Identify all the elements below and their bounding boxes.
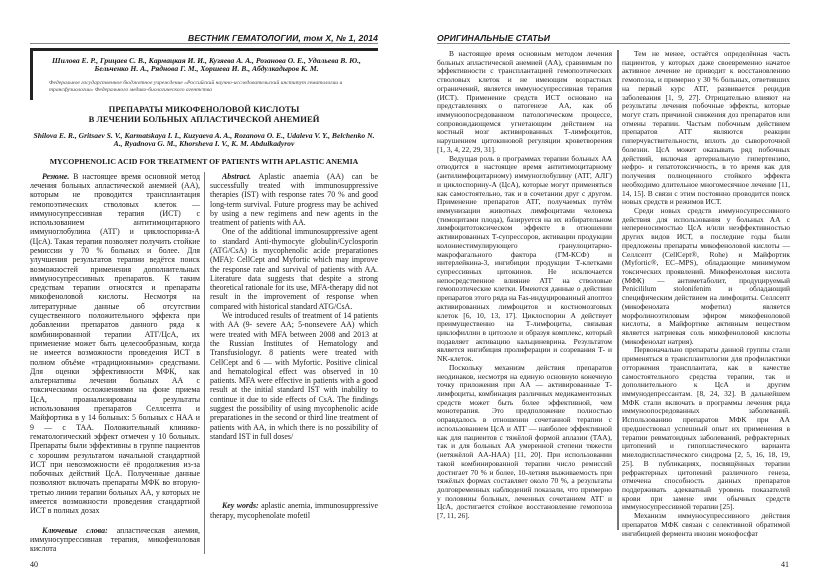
affiliation: Федеральное государственное бюджетное учреждение «Российский научно-исследовательский институт гематологии и трансфузиологии» Федерального медико-биологического агентства bbox=[49, 79, 343, 93]
keywords-ru: апластическая анемия, иммуносупрессивная терапия, микофеноловая кислота bbox=[30, 525, 200, 554]
abstract-ru-text: В настоящее время основной метод лечения больных апластической анемией (АА), которым не проводится трансплантация гемопоэтических стволовых клеток — иммуносупрессивная терапия (ИСТ) с использованием антитимоцитарного иммуноглобулина (АТГ) и циклоспорина-А (ЦсА). Такая терапия позволяет получить стойкие ремиссии у 70 % больных и более. Для улучшения результатов терапии ведётся поиск возможностей применения дополнительных иммуносупрессивных препаратов. К таким средствам терапии относятся и препараты микофеноловой кислоты. Несмотря на литературные данные об отсутствии существенного положительного эффекта при добавлении препаратов данного ряда к комбинированной терапии АТГ/ЦсА, их применение может быть целесообразным, когда не имеется возможности проведения ИСТ в полном объёме «традиционными» средствами. Для оценки эффективности МФК, как альтернативы лечении больных АА с токсическими осложнениями на фоне приема ЦсА, проанализированы результаты использования препаратов Селлсепта и Майфортика в у 14 больных: 5 больных с НАА и 9 — с ТАА. Положительный клинико-гематологический эффект отмечен у 10 больных. Препараты были эффективны в группе пациентов с хорошим результатом начальной стандартной ИСТ при невозможности её продолжения из-за побочных действий ЦсА. Полученные данные позволяют включать препараты МФК во вторую-третью линии терапии больных АА, у которых не имеется возможности проведения стандартной ИСТ в полных дозах bbox=[30, 171, 200, 516]
paragraph: Поскольку механизм действия препаратов неодинаков, несмотря на единую основную конечную точку приложения при АА — активированные Т-лимфоциты, комбинация различных медикаментозных средств может быть более эффективной, чем монотерапия. Это предположение полностью оправдалось в отношении сочетанной терапии с использованием ЦсА и АТГ — наиболее эффективной как для пациентов с тяжёлой формой аплазии (ТАА), так и для больных АА умеренной степени тяжести (нетяжёлой АА-НАА) [11, 20]. При использовании такой комбинированной терапии число ремиссий достигает 70 % и более, 10-летняя выживаемость при тяжёлых формах составляет около 70 %, а результаты долговременных наблюдений показали, что примерно у половины больных, леченных сочетанием АТГ и ЦсА, достигается стойкое восстановление гемопоэза [7, 11, 26]. bbox=[437, 362, 612, 521]
article-title-en: MYCOPHENOLIC ACID FOR TREATMENT OF PATIENTS WITH APLASTIC ANEMIA bbox=[49, 156, 359, 166]
column-divider-right bbox=[617, 50, 619, 530]
keywords-ru-label: Ключевые слова: bbox=[42, 525, 108, 535]
paragraph: Ведущая роль в программах терапии больных АА отводится в настоящее время антитимоцитарному (антилимфоцитарному) иммуноглобулину (АТГ, АЛГ) и циклоспорину-А (ЦсА), которые могут применяться как самостоятельно, так и в сочетании друг с другом. Применение препаратов АТГ, получаемых путём иммунизации животных лимфоцитами человека (тимоцитами плода), базируется на их избирательном лимфоцитотоксическом эффекте в отношении активированных Т-супрессоров, активации продукции колониестимулирующего гранулоцитарно-макрофагального фактора (ГМ-КСФ) и интерлейкина-3, ингибиции продукции Т-клетками супрессивных цитокинов. Не исключается непосредственное влияние АТГ на стволовые гемопоэтические клетки. Имеются данные о действии препаратов этого ряда на Fas-индуцированный апоптоз активированных лимфоцитов и костномозговых клеток [6, 10, 13, 17]. Циклоспорин А действует преимущественно на Т-лимфоциты, связывая циклофиллин в цитозоле и образуя комплекс, который подавляет активацию кальциневрина. Результатом является ингибиция пролиферации и созревания Т- и NK-клеток. bbox=[437, 153, 612, 364]
header-rule bbox=[30, 43, 378, 44]
authors-ru: Шилова Е. Р., Грицаев С. В., Кармацкая И. И., Кузяева А. А., Розанова О. Е., Удальева В. Ю., Бельченко Н. А., Ряднова Г. М., Хоршева И. В., Абдулкадыров К. М. bbox=[52, 56, 361, 74]
keywords-en: aplastic anemia, immunosuppressive therapy, mycophenolate mofetil bbox=[210, 501, 378, 520]
running-head-section: ОРИГИНАЛЬНЫЕ СТАТЬИ bbox=[437, 33, 551, 43]
page-number-left: 40 bbox=[30, 560, 38, 569]
page-number-right: 41 bbox=[781, 560, 789, 569]
keywords-en-label: Key words: bbox=[222, 501, 259, 511]
paragraph: Механизм иммуносупрессивного действия препаратов МФК связан с селективной обратимой ингибицией фермента инозин монофосфат bbox=[622, 511, 790, 538]
body-column-1 bbox=[437, 50, 612, 521]
article-title-ru bbox=[30, 104, 378, 124]
title-ru-line2: В ЛЕЧЕНИИ БОЛЬНЫХ АПЛАСТИЧЕСКОЙ АНЕМИЕЙ bbox=[88, 113, 320, 124]
paragraph: Среди новых средств иммуносупрессивного действия для использования у больных АА с непереносимостью ЦсА и/или неэффективностью других видов ИСТ, в последние годы были предложены препараты микофеноловой кислоты — Селлсепт (CellCept®, Rohe) и Майфортик (Myfortic®, EC–MPS), обладающие минимумом токсических проявлений. Микофеноловая кислота (МФК) — антиметаболит, продуцируемый Penicililum stolonifenim и обладающий специфическим действием на лимфоциты. Селлсепт (микофенолата мофетил) является морфолиноэтиловым эфиром микофеноловой кислоты, в Майфортике активным веществом является натриевая соль микофеноловой кислоты (микофенолат натрия). bbox=[622, 205, 790, 346]
abstract-ru bbox=[30, 172, 205, 554]
abstract-en-p3: We introduced results of treatment of 14 patients with AA (9- severe AA; 5-nonsevere AA) which were treated with MFA between 2008 and 2013 at the Russian Institutes of Hematology and Transfusiologyr. 8 patients were treated with CellCept and 6 — with Myfortic. Positive clinical and hematological effect was observed in 10 patients. MFA were effective in patients with a good result at the initial standard IST with inability to continue it due to side effects of CsA. The findings suggest the possibility of using mycophenolic acide preparationes in the second or third line treatment of patients with AA, in which there is no possibility of standard IST in full doses/ bbox=[210, 311, 378, 441]
abstract-en-label: Abstract. bbox=[222, 171, 252, 181]
header-rule-right bbox=[437, 43, 790, 44]
left-page-content bbox=[30, 48, 378, 554]
abstract-ru-label: Резюме. bbox=[42, 171, 70, 181]
title-ru-line1: ПРЕПАРАТЫ МИКОФЕНОЛОВОЙ КИСЛОТЫ bbox=[108, 103, 300, 114]
paragraph: В настоящее время основным методом лечения больных апластической анемией (АА), сравнимым по эффективности с трансплантацией гемопоэтических стволовых клеток и не имеющим возрастных ограничений, является иммуносупрессивная терапия (ИСТ). Применение средств ИСТ основано на представлениях о патогенезе АА, как об иммуноопосредованном патологическом процессе, сопровождающемся угнетающим действием на костный мозг активированных Т-лимфоцитов, нарушением цитокиновой регуляции кроветворения [1, 3, 4, 22, 29, 31]. bbox=[437, 49, 612, 154]
authors-en: Shilova E. R., Gritsaev S. V., Karmatskaya I. I., Kuzyaeva A. A., Rozanova O. E., Udaleva V. Y., Belchenko N. A., Ryadnova G. M., Khorsheva I. V., K. M. Abdulkadyrov bbox=[33, 130, 375, 149]
abstracts bbox=[30, 172, 378, 554]
authors-box bbox=[30, 48, 378, 100]
paragraph: Первоначально препараты данной группы стали применяться в трансплантологии для профилактики отторжения трансплантата, как в качестве самостоятельного средства терапии, так и дополнительного к ЦсА и другим иммунодепрессантам. [8, 24, 32]. В дальнейшем МФК стали включать в программы лечения ряда иммуноопосредованных заболеваний. Использованию препаратов МФК при АА предшествовал успешный опыт их применения в терапии ревматоидных заболеваний, рефрактерных цитопений и гипопластического варианта миелодиспластического синдрома [2, 5, 16, 18, 19, 25]. В публикациях, посвящённых терапии рефрактерных цитопений различного генеза, отмечена способность данных препаратов поддерживать адекватный уровень показателей крови при замене ими обычных средств иммуносупрессивной терапии [25]. bbox=[622, 345, 790, 512]
body-column-2 bbox=[622, 50, 790, 538]
abstract-en-p2: One of the additional immunosuppressive agent to standard Anti-thymocyte globulin/Cyclosporin (ATG/CsA) is mycophenolic acide preparationes (MFA): CellCept and Myfortic which may improve the response rate and survival of patients with AA. Literature data suggests that despite a strong theoretical rationale for its use, MFA-therapy did not result in the improvement of response when compared with historical standard ATG/CsA. bbox=[210, 227, 378, 311]
paragraph: Тем не менее, остаётся определённая часть пациентов, у которых даже своевременно начатое активное лечение не приводит к восстановлению гемопоэза, и примерно у 30 % больных, ответивших на первый курс АТГ, развивается рецидив заболевания [1, 9, 27]. Отрицательно влияют на результаты лечения побочные эффекты, которые могут стать причиной снижения доз препаратов или отмены терапии. Частым побочным действием препаратов АТГ являются реакции гиперчувствительности, вплоть до сывороточной болезни. ЦсА может оказывать ряд побочных действий, включая артериальную гипертензию, нефро- и гепатотоксичность, в то время как для получения полноценного стойкого эффекта необходимо длительное многомесячное лечение [11, 14, 15]. В связи с этим постоянно проводится поиск новых средств и режимов ИСТ. bbox=[622, 49, 790, 207]
running-head-journal: ВЕСТНИК ГЕМАТОЛОГИИ, том X, № 1, 2014 bbox=[188, 33, 378, 43]
abstract-en bbox=[205, 172, 378, 554]
abstract-en-p1: Aplastic anaemia (AA) can be successfully treated with immunosuppressive therapies (IST) with response rates 70 % and good long-term survival. Future progress may be achived by using a new regimens and new agents in the treatment of patients with AA. bbox=[210, 171, 378, 228]
